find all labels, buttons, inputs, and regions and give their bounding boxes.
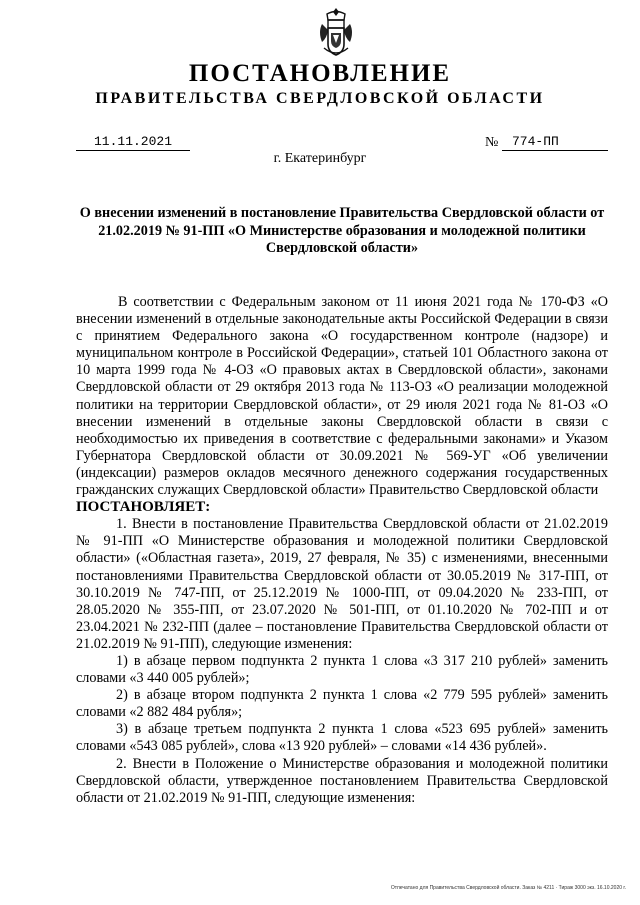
document-title: ПОСТАНОВЛЕНИЕ [188,60,452,87]
preamble-paragraph: В соответствии с Федеральным законом от 11 июня 2021 года № 170-ФЗ «О внесении изменений в отдельные законодательные акты Российской Федерации в связи с принятием Федерального закона «О государственном контроле (надзоре) и муниципальном контроле в Российской Федерации», статьей 101 Областного закона от 10 марта 1999 года № 4-ОЗ «О правовых актах в Свердловской области», законами Свердловской области от 29 октября 2013 года № 113-ОЗ «О реализации молодежной политики на территории Свердловской области», от 29 июля 2021 года № 81-ОЗ «О внесении изменений в отдельные законы Свердловской области в связи с необходимостью их приведения в соответствие с федеральными законами» и Указом Губернатора Свердловской области от 30.09.2021 № 569-УГ «Об увеличении (индексации) размеров окладов месячного денежного содержания государственных гражданских служащих Свердловской области» Правительство Свердловской области [76,294,608,499]
subitem-2-paragraph: 2) в абзаце втором подпункта 2 пункта 1 слова «2 779 595 рублей» заменить словами «2 882 484 рубля»; [76,687,608,721]
subitem-3-paragraph: 3) в абзаце третьем подпункта 2 пункта 1 слова «523 695 рублей» заменить словами «543 085 рублей», слова «13 920 рублей» – словами «14 436 рублей». [76,721,608,755]
sverdlovsk-coat-of-arms-icon [316,6,356,58]
item-1-paragraph: 1. Внести в постановление Правительства Свердловской области от 21.02.2019 № 91-ПП «О Министерстве образования и молодежной политики Свердловской области» («Областная газета», 2019, 27 февраля, № 35) с изменениями, внесенными постановлениями Правительства Свердловской области от 30.05.2019 № 317-ПП, от 30.10.2019 № 747-ПП, от 25.12.2019 № 1000-ПП, от 09.04.2020 № 233-ПП, от 28.05.2020 № 355-ПП, от 23.07.2020 № 501-ПП, от 01.10.2020 № 702-ПП и от 23.04.2021 № 232-ПП (далее – постановление Правительства Свердловской области от 21.02.2019 № 91-ПП), следующие изменения: [76,516,608,652]
decree-heading: ПОСТАНОВЛЯЕТ: [76,499,211,516]
document-number: 774-ПП [502,134,608,151]
item-2-paragraph: 2. Внести в Положение о Министерстве образования и молодежной политики Свердловской области, утвержденное постановлением Правительства Свердловской области от 21.02.2019 № 91-ПП, следующие изменения: [76,755,608,806]
subitem-1-paragraph: 1) в абзаце первом подпункта 2 пункта 1 слова «3 317 210 рублей» заменить словами «3 440 005 рублей»; [76,652,608,687]
document-date: 11.11.2021 [76,134,190,151]
document-subtitle: ПРАВИТЕЛЬСТВА СВЕРДЛОВСКОЙ ОБЛАСТИ [95,90,545,107]
document-city: г. Екатеринбург [273,151,367,166]
document-subject: О внесении изменений в постановление Правительства Свердловской области от 21.02.2019 № 91-ПП «О Министерстве образования и молодежной политики Свердловской области» [79,205,605,256]
document-body [76,294,608,807]
number-sign: № [485,135,499,150]
print-footer: Отпечатано для Правительства Свердловской области. Заказ № 4211 · Тираж 3000 экз. 16.10.2020 г. [390,885,626,891]
